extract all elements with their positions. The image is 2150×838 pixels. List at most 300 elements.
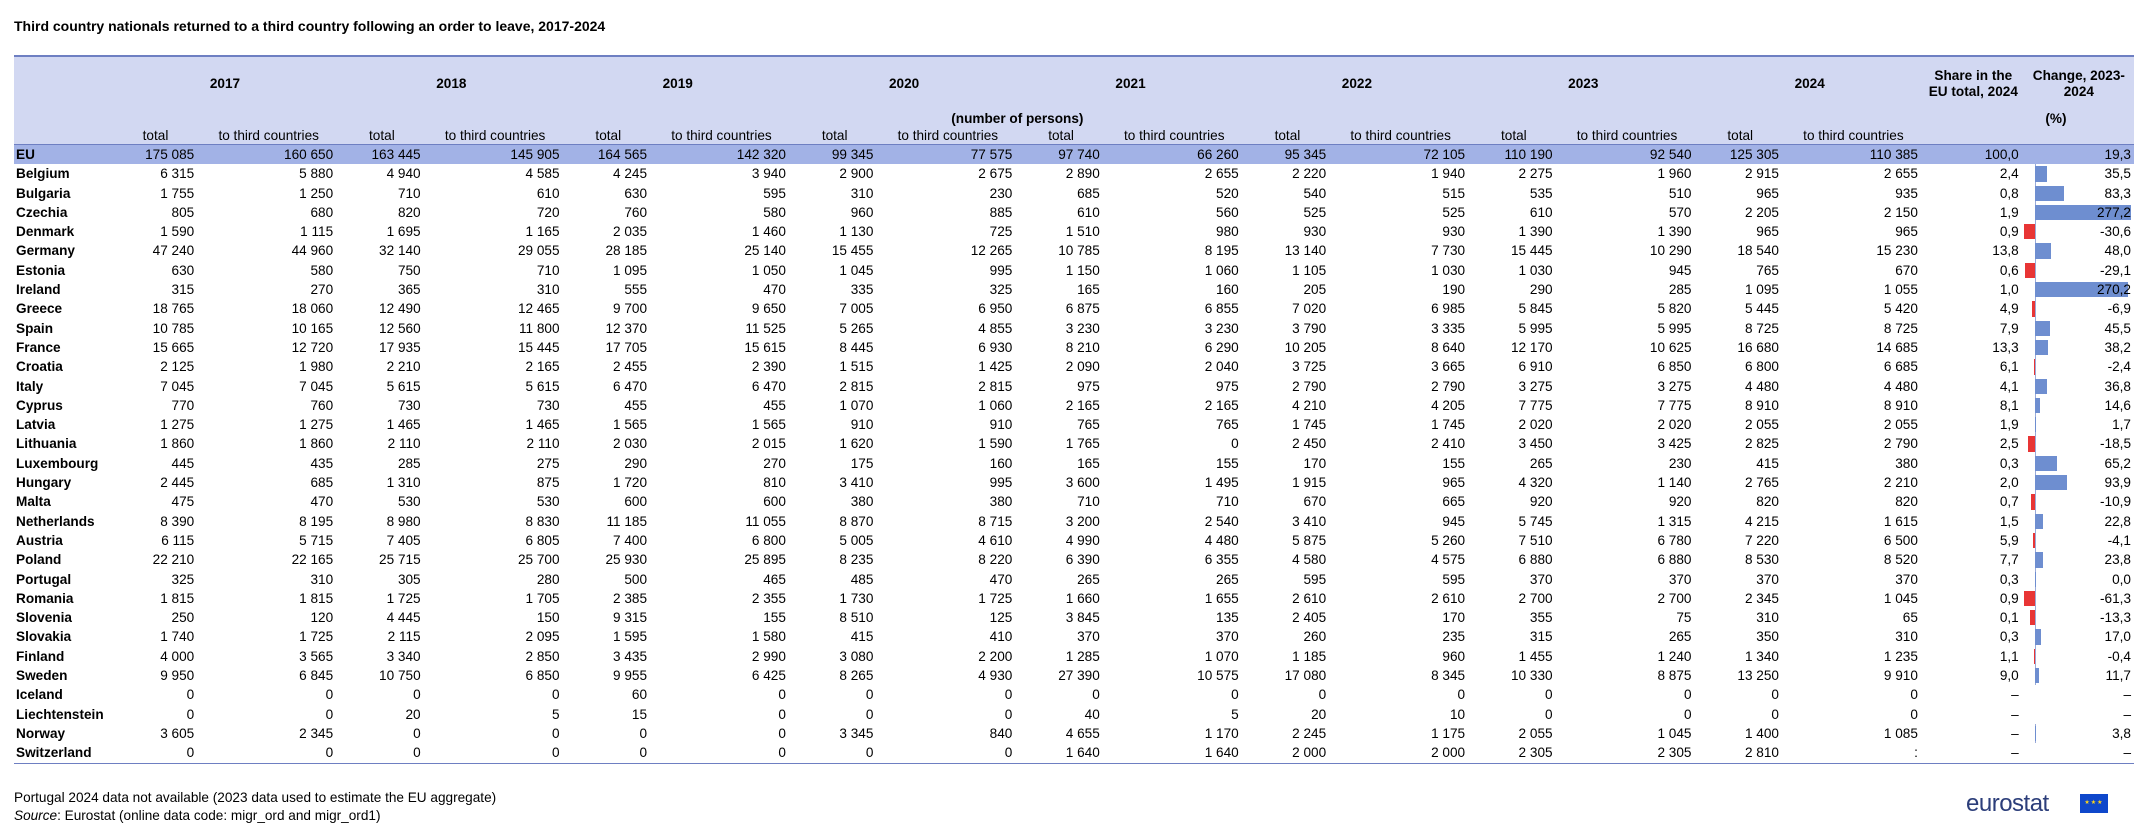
value-cell: 1 185: [1292, 648, 1327, 664]
value-cell: 1 655: [1204, 590, 1239, 606]
change-value: 22,8: [2104, 513, 2131, 529]
value-cell: 66 260: [1105, 145, 1244, 165]
value-cell: 10 785: [1058, 243, 1100, 259]
subheader-third-countries: to third countries: [652, 127, 791, 145]
value-cell: 370: [1077, 629, 1100, 645]
value-cell: 7 405: [386, 532, 421, 548]
value-cell: 230: [1668, 455, 1692, 471]
row-label: Austria: [16, 532, 63, 548]
value-cell: 0: [112, 743, 199, 763]
value-cell: 1 465: [386, 417, 421, 433]
value-cell: 5: [1231, 706, 1239, 722]
share-cell: 0,7: [1999, 494, 2019, 510]
change-bar-cell: [2024, 377, 2134, 396]
table-row: [14, 164, 2134, 183]
value-cell: 3 080: [839, 648, 874, 664]
change-bar-cell: [2024, 550, 2134, 569]
value-cell: 2 205: [1744, 204, 1779, 220]
table-row: [14, 280, 2134, 299]
change-bar: [2035, 186, 2064, 201]
value-cell: 2 540: [1204, 513, 1239, 529]
value-cell: 6 290: [1204, 339, 1239, 355]
value-cell: 6 950: [978, 301, 1013, 317]
value-cell: 190: [1442, 282, 1466, 298]
value-cell: 595: [763, 185, 786, 201]
value-cell: 1 455: [1518, 648, 1553, 664]
value-cell: 10 625: [1649, 339, 1692, 355]
value-cell: 0: [639, 725, 648, 741]
change-bar-cell: [2024, 724, 2134, 743]
value-cell: 11 800: [518, 320, 560, 336]
value-cell: 265: [1216, 571, 1239, 587]
value-cell: 1 070: [839, 397, 874, 413]
table-row: [14, 550, 2134, 569]
value-cell: 310: [310, 571, 334, 587]
value-cell: 20: [405, 706, 421, 722]
share-cell: 7,9: [1999, 320, 2019, 336]
row-label: Hungary: [16, 475, 72, 491]
value-cell: 6 910: [1518, 359, 1553, 375]
value-cell: 2 655: [1204, 166, 1239, 182]
value-cell: 125 305: [1697, 145, 1784, 165]
value-cell: :: [1784, 743, 1923, 763]
value-cell: 1 815: [160, 590, 195, 606]
value-cell: 250: [171, 610, 195, 626]
change-bar: [2034, 359, 2035, 374]
source-label: Source: [14, 808, 58, 823]
value-cell: 16 680: [1737, 339, 1779, 355]
value-cell: 2 815: [978, 378, 1013, 394]
value-cell: 6 850: [525, 668, 560, 684]
footnote: Portugal 2024 data not available (2023 data used to estimate the EU aggregate): [14, 790, 497, 805]
value-cell: 2 405: [1292, 610, 1327, 626]
value-cell: 435: [310, 455, 334, 471]
value-cell: 350: [1756, 629, 1779, 645]
value-cell: 315: [1529, 629, 1553, 645]
value-cell: 1 115: [300, 224, 334, 240]
value-cell: 2 055: [1744, 417, 1779, 433]
share-cell: 0,6: [1999, 262, 2019, 278]
subheader-third-countries: to third countries: [878, 127, 1017, 145]
value-cell: 8 235: [839, 552, 874, 568]
value-cell: 965: [1442, 475, 1466, 491]
change-bar: [2035, 456, 2058, 471]
percent-label: (%): [1923, 110, 2134, 127]
table-row: [14, 724, 2134, 743]
bar-axis: [2035, 531, 2036, 550]
value-cell: 92 540: [1558, 145, 1697, 165]
value-cell: 6 880: [1657, 552, 1692, 568]
value-cell: 370: [1756, 571, 1779, 587]
row-label: EU: [14, 145, 112, 165]
row-label: Czechia: [16, 204, 68, 220]
share-cell: –: [2011, 687, 2019, 703]
value-cell: 4 000: [160, 648, 195, 664]
value-cell: 685: [1077, 185, 1100, 201]
value-cell: 1 705: [525, 590, 560, 606]
value-cell: 145 905: [426, 145, 565, 165]
value-cell: 0: [426, 743, 565, 763]
value-cell: 2 790: [1292, 378, 1327, 394]
change-value: 83,3: [2104, 185, 2131, 201]
value-cell: 8 910: [1744, 397, 1779, 413]
value-cell: 965: [1756, 224, 1779, 240]
row-label: Bulgaria: [16, 185, 71, 201]
value-cell: 6 850: [1657, 359, 1692, 375]
unit-label: (number of persons): [112, 110, 1923, 127]
row-label: Ireland: [16, 282, 61, 298]
share-cell: 0,3: [1999, 571, 2019, 587]
value-cell: 10 290: [1649, 243, 1692, 259]
value-cell: 4 480: [1883, 378, 1918, 394]
value-cell: 1 060: [1204, 262, 1239, 278]
share-cell: 100,0: [1923, 145, 2024, 165]
value-cell: 820: [397, 204, 421, 220]
value-cell: 72 105: [1331, 145, 1470, 165]
value-cell: 1 175: [1431, 725, 1466, 741]
value-cell: 2 015: [751, 436, 786, 452]
value-cell: 15 230: [1876, 243, 1918, 259]
share-cell: 0,8: [1999, 185, 2019, 201]
value-cell: 0: [551, 687, 560, 703]
value-cell: 5 845: [1518, 301, 1553, 317]
value-cell: 580: [310, 262, 334, 278]
value-cell: 99 345: [791, 145, 878, 165]
value-cell: 1 045: [839, 262, 874, 278]
value-cell: 8 830: [525, 513, 560, 529]
share-cell: 8,1: [1999, 397, 2019, 413]
change-bar: [2024, 591, 2035, 606]
value-cell: 750: [397, 262, 421, 278]
change-bar-cell: [2024, 627, 2134, 646]
year-header: 2021: [1017, 56, 1243, 110]
bar-axis: [2035, 261, 2036, 280]
value-cell: 980: [1216, 224, 1239, 240]
value-cell: 1 960: [1657, 166, 1692, 182]
value-cell: 3 565: [299, 648, 334, 664]
table-row: [14, 338, 2134, 357]
value-cell: 75: [1676, 610, 1692, 626]
value-cell: 1 275: [299, 417, 334, 433]
row-label: Portugal: [16, 571, 72, 587]
value-cell: 995: [989, 262, 1013, 278]
value-cell: 665: [1442, 494, 1466, 510]
table-row: [14, 570, 2134, 589]
value-cell: 8 715: [978, 513, 1013, 529]
value-cell: 445: [171, 455, 195, 471]
value-cell: 2 455: [612, 359, 648, 375]
value-cell: 5 995: [1657, 320, 1692, 336]
value-cell: 1 730: [839, 590, 874, 606]
row-label: Croatia: [16, 359, 63, 375]
value-cell: 1 695: [386, 224, 421, 240]
value-cell: 1 940: [1431, 166, 1466, 182]
value-cell: 275: [536, 455, 560, 471]
value-cell: 265: [1668, 629, 1692, 645]
value-cell: 525: [1442, 204, 1466, 220]
value-cell: 415: [850, 629, 874, 645]
value-cell: 730: [536, 397, 560, 413]
value-cell: 2 900: [839, 166, 874, 182]
value-cell: 205: [1303, 282, 1327, 298]
value-cell: 5 745: [1518, 513, 1553, 529]
value-cell: 560: [1216, 204, 1239, 220]
change-bar: [2028, 436, 2034, 451]
value-cell: 1 745: [1431, 417, 1466, 433]
value-cell: 365: [397, 282, 421, 298]
value-cell: 4 930: [978, 668, 1013, 684]
row-label: Denmark: [16, 224, 75, 240]
value-cell: 555: [624, 282, 648, 298]
change-value: 93,9: [2104, 475, 2131, 491]
value-cell: 470: [763, 282, 786, 298]
value-cell: 5 615: [386, 378, 421, 394]
value-cell: 11 055: [745, 513, 786, 529]
change-bar: [2035, 340, 2048, 355]
change-bar-cell: [2024, 608, 2134, 627]
value-cell: 1 725: [978, 590, 1013, 606]
row-label: Sweden: [16, 668, 68, 684]
value-cell: 5 265: [839, 320, 874, 336]
value-cell: 305: [397, 571, 421, 587]
value-cell: 2 210: [386, 359, 421, 375]
value-cell: 820: [1756, 494, 1779, 510]
value-cell: 2 275: [1518, 166, 1553, 182]
value-cell: 135: [1216, 610, 1239, 626]
row-label: Iceland: [16, 687, 63, 703]
value-cell: 2 020: [1518, 417, 1553, 433]
change-bar: [2035, 166, 2047, 181]
value-cell: 1 740: [160, 629, 195, 645]
value-cell: 2 110: [526, 436, 560, 452]
share-cell: 2,5: [1999, 436, 2019, 452]
value-cell: 0: [325, 706, 334, 722]
table-row: [14, 203, 2134, 222]
value-cell: 28 185: [605, 243, 648, 259]
value-cell: 960: [1442, 648, 1466, 664]
share-cell: 0,3: [1999, 629, 2019, 645]
value-cell: 4 480: [1744, 378, 1779, 394]
change-bar-cell: [2024, 589, 2134, 608]
table-row: [14, 492, 2134, 511]
value-cell: 1 165: [525, 224, 560, 240]
value-cell: 3 230: [1065, 320, 1100, 336]
value-cell: 1 465: [525, 417, 560, 433]
value-cell: 1 640: [1017, 743, 1104, 763]
table-row: [14, 531, 2134, 550]
value-cell: 10 575: [1197, 668, 1239, 684]
change-value: 36,8: [2104, 378, 2131, 394]
table-title: Third country nationals returned to a third country following an order to leave, 2017-2024: [14, 18, 606, 34]
change-bar: [2035, 514, 2043, 529]
value-cell: 1 085: [1883, 725, 1918, 741]
value-cell: 4 580: [1292, 552, 1327, 568]
value-cell: 0: [565, 743, 652, 763]
value-cell: 8 445: [839, 339, 874, 355]
value-cell: 0: [186, 687, 195, 703]
change-value: 35,5: [2104, 166, 2131, 182]
value-cell: 5 615: [525, 378, 560, 394]
value-cell: 1 310: [386, 475, 421, 491]
subheader-third-countries: to third countries: [1105, 127, 1244, 145]
value-cell: 1 095: [612, 262, 648, 278]
data-table: [14, 55, 2134, 764]
value-cell: 18 540: [1737, 243, 1779, 259]
value-cell: 1 045: [1657, 725, 1692, 741]
row-label: Finland: [16, 648, 65, 664]
row-label: Liechtenstein: [16, 706, 104, 722]
value-cell: 2 245: [1292, 725, 1327, 741]
change-value: -29,1: [2100, 262, 2131, 278]
value-cell: 1 720: [612, 475, 648, 491]
change-bar-cell: [2024, 280, 2134, 299]
change-value: 270,2: [2096, 282, 2131, 298]
value-cell: 9 315: [612, 610, 648, 626]
value-cell: 110 190: [1470, 145, 1557, 165]
value-cell: 935: [1895, 185, 1918, 201]
value-cell: 10: [1449, 706, 1466, 722]
table-row: [14, 222, 2134, 241]
value-cell: 0: [1231, 687, 1239, 703]
value-cell: 160 650: [199, 145, 338, 165]
subheader-total: total: [112, 127, 199, 145]
value-cell: 175: [850, 455, 874, 471]
value-cell: 8 725: [1883, 320, 1918, 336]
change-bar-cell: [2024, 531, 2134, 550]
year-header: 2017: [112, 56, 338, 110]
table-row: [14, 396, 2134, 415]
value-cell: 2 165: [525, 359, 560, 375]
value-cell: 265: [1529, 455, 1553, 471]
value-cell: 3 230: [1204, 320, 1239, 336]
value-cell: 0: [1910, 687, 1918, 703]
change-bar: [2035, 726, 2036, 741]
change-bar-cell: [2024, 647, 2134, 666]
table-row: [14, 434, 2134, 453]
table-row: [14, 415, 2134, 434]
value-cell: 2 150: [1883, 204, 1918, 220]
value-cell: 1 915: [1292, 475, 1327, 491]
value-cell: 1 590: [160, 224, 195, 240]
value-cell: 1 495: [1204, 475, 1239, 491]
value-cell: 1 515: [839, 359, 874, 375]
value-cell: 975: [1216, 378, 1239, 394]
value-cell: 2 345: [1744, 590, 1779, 606]
value-cell: 6 390: [1065, 552, 1100, 568]
change-value: 48,0: [2104, 243, 2131, 259]
value-cell: 475: [171, 494, 195, 510]
table-row: [14, 357, 2134, 376]
value-cell: 1 050: [751, 262, 786, 278]
value-cell: 77 575: [878, 145, 1017, 165]
table-row: [14, 743, 2134, 763]
value-cell: 2 165: [1204, 397, 1239, 413]
value-cell: 13 140: [1284, 243, 1327, 259]
value-cell: 2 385: [612, 590, 648, 606]
value-cell: 1 765: [1065, 436, 1100, 452]
value-cell: 1 030: [1518, 262, 1553, 278]
value-cell: 0: [1545, 687, 1553, 703]
table-row: [14, 184, 2134, 203]
value-cell: 520: [1216, 185, 1239, 201]
value-cell: 260: [1303, 629, 1327, 645]
change-value: -30,6: [2100, 224, 2131, 240]
change-bar: [2035, 398, 2040, 413]
row-label: Romania: [16, 590, 74, 606]
year-header: 2019: [565, 56, 791, 110]
value-cell: 965: [1756, 185, 1779, 201]
value-cell: 335: [850, 282, 874, 298]
value-cell: 3 275: [1657, 378, 1692, 394]
corner-cell: [14, 56, 112, 110]
value-cell: 995: [989, 475, 1013, 491]
value-cell: 15 665: [152, 339, 195, 355]
subheader-third-countries: to third countries: [1784, 127, 1923, 145]
value-cell: 810: [763, 475, 786, 491]
value-cell: 1 045: [1883, 590, 1918, 606]
value-cell: 18 765: [152, 301, 195, 317]
value-cell: 455: [763, 397, 786, 413]
value-cell: 6 930: [978, 339, 1013, 355]
value-cell: 595: [1303, 571, 1327, 587]
value-cell: 11 185: [606, 513, 648, 529]
value-cell: 14 685: [1876, 339, 1918, 355]
year-header: 2018: [338, 56, 564, 110]
value-cell: 820: [1895, 494, 1918, 510]
value-cell: 1 815: [299, 590, 334, 606]
value-cell: 6 855: [1204, 301, 1239, 317]
value-cell: 8 980: [386, 513, 421, 529]
value-cell: 760: [624, 204, 648, 220]
value-cell: 415: [1756, 455, 1779, 471]
change-header: Change, 2023-2024: [2024, 56, 2134, 110]
value-cell: 10 330: [1511, 668, 1553, 684]
value-cell: 535: [1529, 185, 1553, 201]
value-cell: 8 345: [1431, 668, 1466, 684]
change-bar: [2035, 417, 2036, 432]
row-label: Poland: [16, 552, 62, 568]
value-cell: 0: [865, 706, 874, 722]
row-label: Greece: [16, 301, 63, 317]
value-cell: 0: [778, 706, 786, 722]
value-cell: 8 220: [978, 552, 1013, 568]
value-cell: 40: [1084, 706, 1100, 722]
change-value: –: [2123, 745, 2131, 761]
value-cell: 3 450: [1518, 436, 1553, 452]
change-value: 17,0: [2104, 629, 2131, 645]
value-cell: 2 345: [299, 725, 334, 741]
value-cell: 2 305: [1470, 743, 1557, 763]
value-cell: 25 895: [744, 552, 786, 568]
table-row: [14, 299, 2134, 318]
value-cell: 1 105: [1292, 262, 1327, 278]
value-cell: 310: [1895, 629, 1918, 645]
change-value: 45,5: [2104, 320, 2131, 336]
value-cell: 965: [1895, 224, 1918, 240]
share-header: Share in the EU total, 2024: [1923, 56, 2024, 110]
table-row: [14, 454, 2134, 473]
value-cell: 110 385: [1784, 145, 1923, 165]
value-cell: 1 240: [1657, 648, 1692, 664]
value-cell: 25 715: [379, 552, 421, 568]
value-cell: 6 875: [1065, 301, 1100, 317]
value-cell: 142 320: [652, 145, 791, 165]
share-cell: 1,5: [1999, 513, 2019, 529]
change-bar-cell: [2024, 164, 2134, 183]
value-cell: 3 605: [160, 725, 195, 741]
value-cell: 2 090: [1065, 359, 1100, 375]
value-cell: 805: [171, 204, 195, 220]
